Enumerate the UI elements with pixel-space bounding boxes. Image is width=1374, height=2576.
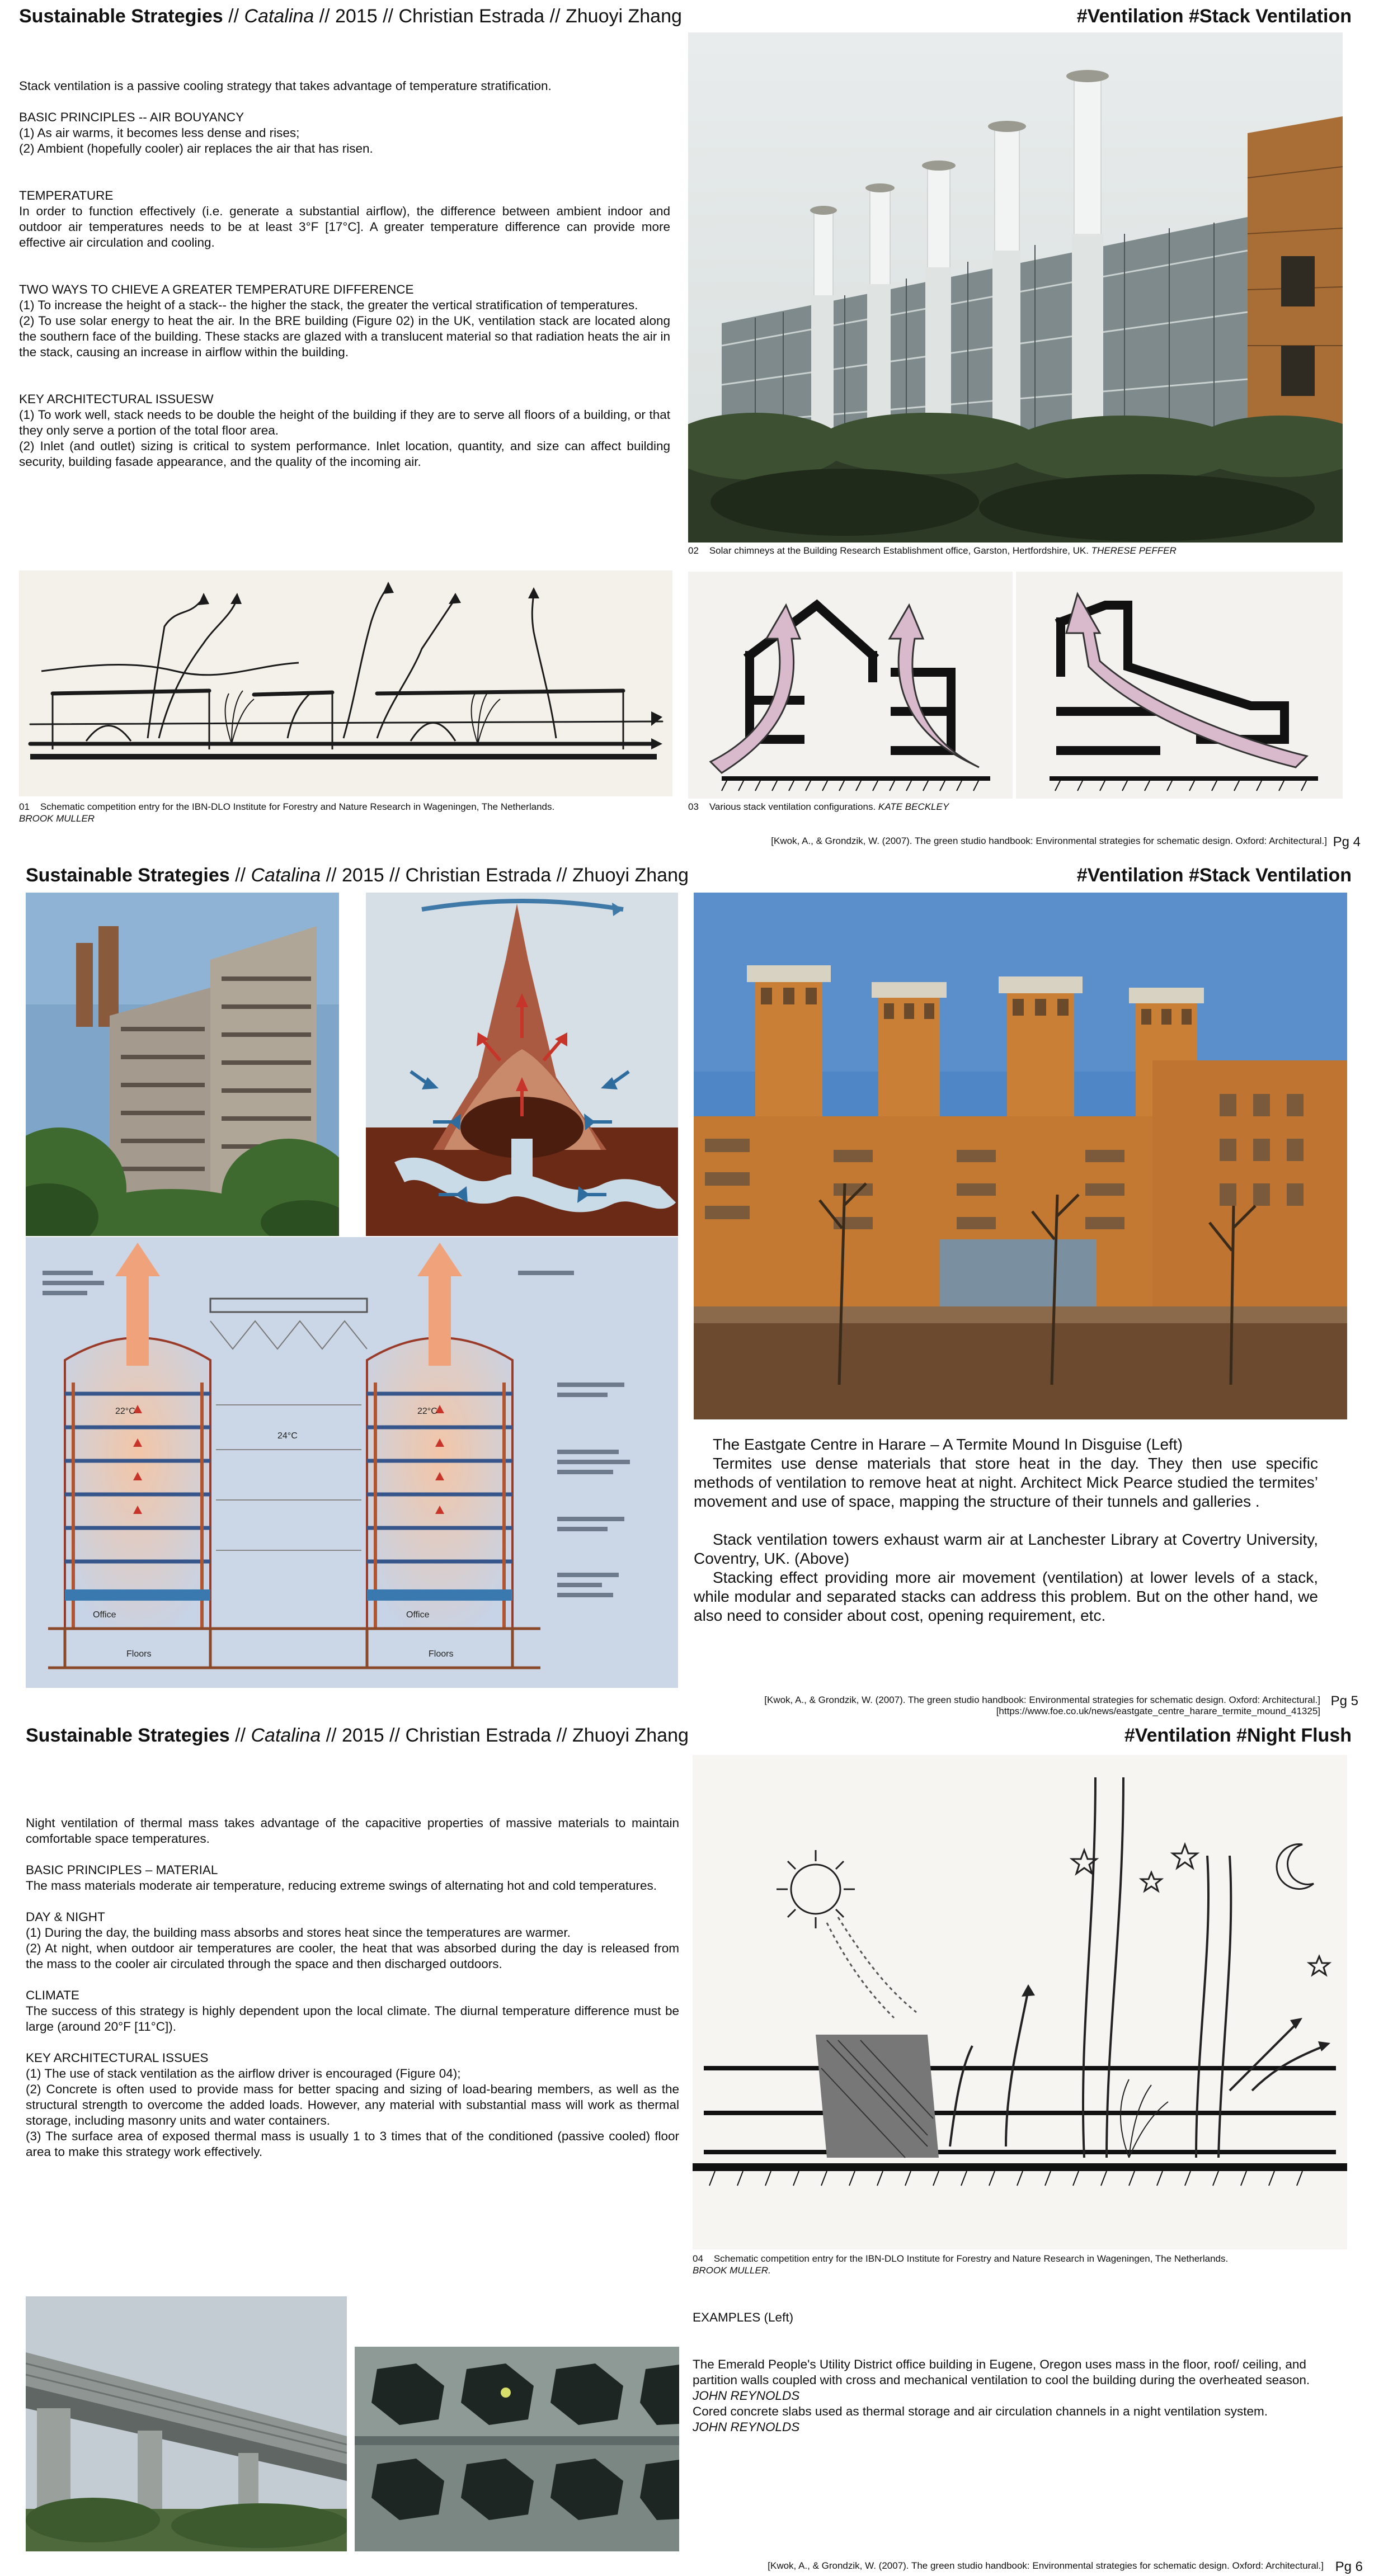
caption-01 xyxy=(19,801,674,824)
eastgate-title: The Eastgate Centre in Harare – A Termite Mound In Disguise (Left) xyxy=(713,1436,1183,1453)
sketch-stack-configurations-b xyxy=(1016,572,1343,799)
page6-number: Pg 6 xyxy=(1335,2559,1363,2574)
caption-credit: KATE BECKLEY xyxy=(878,801,949,812)
header-sep: // xyxy=(229,1725,251,1746)
examples-body: The Emerald People's Utility District office building in Eugene, Oregon uses mass in the floor, roof/ ceiling, and partition walls coupled with cross and mechanical ventilation to cool the building during the overheated season. xyxy=(693,2357,1310,2387)
diagram-eastgate-section xyxy=(26,1237,678,1688)
section-line: (1) During the day, the building mass absorbs and stores heat since the temperatures are warmer. xyxy=(26,1926,571,1940)
diagram-label-temp: 24°C xyxy=(277,1431,298,1441)
caption-03 xyxy=(688,801,1343,813)
header-italic: Catalina xyxy=(244,6,314,27)
header-rest: // 2015 // Christian Estrada // Zhuoyi Zhang xyxy=(321,865,689,886)
section-line: (1) As air warms, it becomes less dense and rises; xyxy=(19,126,300,140)
diagram-label-office: Office xyxy=(406,1610,430,1620)
page4-body-text xyxy=(19,78,670,485)
page5-citation: [Kwok, A., & Grondzik, W. (2007). The green studio handbook: Environmental strategies for schematic design. Oxford: Architectural.] xyxy=(764,1695,1320,1705)
section-title: CLIMATE xyxy=(26,1988,79,2002)
page4-number: Pg 4 xyxy=(1333,834,1361,850)
caption-text: Schematic competition entry for the IBN-DLO Institute for Forestry and Nature Research in Wageningen, The Netherlands. xyxy=(40,801,555,812)
page5-number: Pg 5 xyxy=(1330,1693,1358,1709)
examples-credit: JOHN REYNOLDS xyxy=(693,2389,800,2403)
photo-eastgate-centre xyxy=(26,893,339,1236)
section-line: (2) To use solar energy to heat the air. In the BRE building (Figure 02) in the UK, ventilation stack are located along the southern face of the building. These stacks are glazed with a translucent material so that radiation heats the air in the stack, causing an increase in airflow within the building. xyxy=(19,314,671,359)
photo-emerald-pud-building xyxy=(26,2296,347,2551)
caption-text: Schematic competition entry for the IBN-DLO Institute for Forestry and Nature Research in Wageningen, The Netherlands. xyxy=(713,2253,1229,2264)
section-line: (3) The surface area of exposed thermal mass is usually 1 to 3 times that of the conditioned (passive cooled) floor area to make this strategy work effectively. xyxy=(26,2129,679,2159)
header-bold: Sustainable Strategies xyxy=(26,1725,230,1746)
caption-04 xyxy=(693,2253,1347,2276)
diagram-label-office: Office xyxy=(93,1610,116,1620)
examples-credit-2: JOHN REYNOLDS xyxy=(693,2420,800,2434)
eastgate-body: Termites use dense materials that store heat in the day. They then use specific methods of ventilation to remove heat at night. Architect Mick Pearce studied the termites’ movement and use of space, mapping the structure of their tunnels and galleries . xyxy=(694,1455,1318,1510)
page5-text xyxy=(694,1435,1318,1625)
section-title: BASIC PRINCIPLES – MATERIAL xyxy=(26,1863,218,1877)
section-line: (1) To work well, stack needs to be double the height of the building if they are to serve all floors of a building, or that they only serve a portion of the total floor area. xyxy=(19,408,670,437)
section-title: KEY ARCHITECTURAL ISSUES xyxy=(26,2051,209,2065)
caption-number: 04 xyxy=(693,2253,703,2264)
photo-bre-solar-chimneys xyxy=(688,32,1343,542)
section-title: TWO WAYS TO CHIEVE A GREATER TEMPERATURE DIFFERENCE xyxy=(19,282,414,296)
photo-lanchester-library xyxy=(694,893,1347,1419)
header-bold: Sustainable Strategies xyxy=(26,865,230,886)
caption-text: Solar chimneys at the Building Research Establishment office, Garston, Hertfordshire, UK. xyxy=(709,545,1089,556)
caption-credit: BROOK MULLER. xyxy=(693,2265,771,2276)
page5-tag: #Ventilation #Stack Ventilation xyxy=(1076,865,1352,886)
lanchester-body: Stacking effect providing more air movement (ventilation) at lower levels of a stack, while modular and separated stacks can address this problem. But on the other hand, we also need to consider about cost, opening requirement, etc. xyxy=(694,1569,1318,1624)
page6-citation: [Kwok, A., & Grondzik, W. (2007). The green studio handbook: Environmental strategies for schematic design. Oxford: Architectural.] xyxy=(768,2560,1324,2571)
caption-credit: BROOK MULLER xyxy=(19,813,95,824)
diagram-termite-mound xyxy=(366,893,678,1236)
diagram-label-floors: Floors xyxy=(126,1649,152,1659)
page5-citation-url: [https://www.foe.co.uk/news/eastgate_centre_harare_termite_mound_41325] xyxy=(996,1706,1320,1716)
header-sep: // xyxy=(223,6,244,27)
caption-02 xyxy=(688,545,1343,556)
page4-citation: [Kwok, A., & Grondzik, W. (2007). The green studio handbook: Environmental strategies for schematic design. Oxford: Architectural.] xyxy=(771,836,1327,846)
section-title: KEY ARCHITECTURAL ISSUESW xyxy=(19,392,214,406)
section-line: The success of this strategy is highly dependent upon the local climate. The diurnal temperature difference must be large (around 20°F [11°C]). xyxy=(26,2004,679,2034)
caption-number: 01 xyxy=(19,801,30,812)
diagram-label-floors: Floors xyxy=(429,1649,454,1659)
sketch-stack-configurations-a xyxy=(688,572,1013,799)
page6-examples xyxy=(693,2310,1330,2435)
header-sep: // xyxy=(229,865,251,886)
page4-header xyxy=(19,6,682,27)
intro-text: Stack ventilation is a passive cooling strategy that takes advantage of temperature stratification. xyxy=(19,79,552,93)
photo-cored-concrete-slabs xyxy=(355,2347,679,2551)
page4-tag: #Ventilation #Stack Ventilation xyxy=(1076,6,1352,27)
section-line: In order to function effectively (i.e. generate a substantial airflow), the difference between ambient indoor and outdoor air temperatures needs to be at least 3°F [17°C]. A greater temperature difference can provide more effective air circulation and cooling. xyxy=(19,204,670,249)
page6-body-text xyxy=(26,1815,679,2176)
lanchester-title: Stack ventilation towers exhaust warm air at Lanchester Library at Covertry University, Coventry, UK. (Above) xyxy=(694,1531,1318,1567)
section-line: The mass materials moderate air temperature, reducing extreme swings of alternating hot and cold temperatures. xyxy=(26,1879,657,1893)
caption-credit: THERESE PEFFER xyxy=(1091,545,1177,556)
page6-header xyxy=(26,1725,689,1747)
examples-title: EXAMPLES (Left) xyxy=(693,2310,794,2324)
section-title: BASIC PRINCIPLES -- AIR BOUYANCY xyxy=(19,110,244,124)
section-line: (2) Inlet (and outlet) sizing is critical to system performance. Inlet location, quantity, and size can affect building security, building fasade appearance, and the quality of the incoming air. xyxy=(19,439,670,469)
header-rest: // 2015 // Christian Estrada // Zhuoyi Zhang xyxy=(321,1725,689,1746)
section-line: (1) To increase the height of a stack-- the higher the stack, the greater the vertical stratification of temperatures. xyxy=(19,298,638,312)
sketch-ibn-dlo-section xyxy=(19,570,672,796)
header-rest: // 2015 // Christian Estrada // Zhuoyi Zhang xyxy=(314,6,682,27)
sketch-night-flush-section xyxy=(693,1755,1347,2249)
section-title: TEMPERATURE xyxy=(19,188,114,202)
section-line: (2) Concrete is often used to provide mass for better spacing and sizing of load-bearing members, as well as the structural strength to overcome the added loads. However, any material with substantial mass will work as thermal storage, including masonry units and water containers. xyxy=(26,2082,679,2127)
page6-tag: #Ventilation #Night Flush xyxy=(1124,1725,1352,1746)
header-italic: Catalina xyxy=(251,865,321,886)
diagram-label-temp: 22°C xyxy=(417,1407,437,1416)
caption-number: 03 xyxy=(688,801,699,812)
section-title: DAY & NIGHT xyxy=(26,1910,105,1924)
header-italic: Catalina xyxy=(251,1725,321,1746)
caption-number: 02 xyxy=(688,545,699,556)
caption-text: Various stack ventilation configurations. xyxy=(709,801,876,812)
diagram-label-temp: 22°C xyxy=(115,1407,135,1416)
section-line: (2) Ambient (hopefully cooler) air replaces the air that has risen. xyxy=(19,141,373,155)
page5-header xyxy=(26,865,689,886)
section-line: (2) At night, when outdoor air temperatures are cooler, the heat that was absorbed during the day is released from the mass to the cooler air circulated through the space and then discharged outdoors. xyxy=(26,1941,679,1971)
section-line: (1) The use of stack ventilation as the airflow driver is encouraged (Figure 04); xyxy=(26,2067,461,2080)
intro-text: Night ventilation of thermal mass takes advantage of the capacitive properties of massive materials to maintain comfortable space temperatures. xyxy=(26,1816,679,1846)
header-bold: Sustainable Strategies xyxy=(19,6,223,27)
examples-body-2: Cored concrete slabs used as thermal storage and air circulation channels in a night ventilation system. xyxy=(693,2404,1268,2418)
